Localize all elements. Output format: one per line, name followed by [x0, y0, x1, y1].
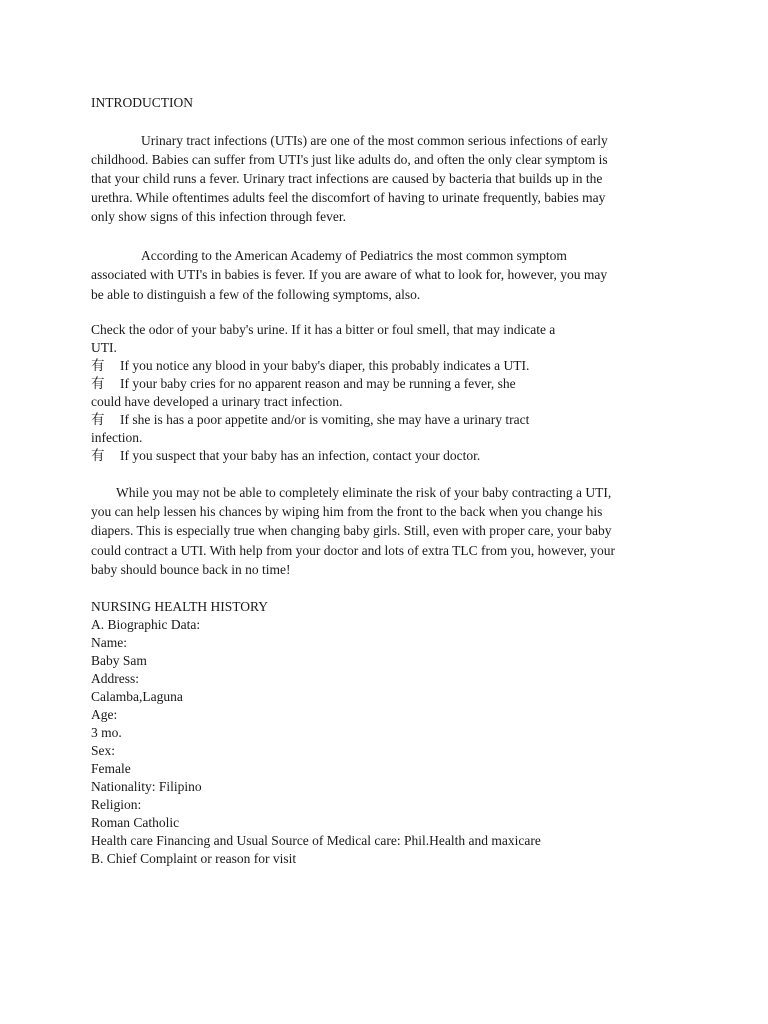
- name-label: Name:: [91, 635, 127, 650]
- sex-value: Female: [91, 761, 131, 776]
- check-odor-line-1: Check the odor of your baby's urine. If it has a bitter or foul smell, that may indicate a: [91, 322, 556, 337]
- bullet-item-2: [91, 375, 516, 393]
- bullet-item-3-continuation: infection.: [91, 430, 143, 445]
- bullet-glyph: 有: [91, 412, 105, 427]
- paragraph-1-line-1: Urinary tract infections (UTIs) are one of the most common serious infections of early: [141, 133, 608, 148]
- sex-label: Sex:: [91, 743, 116, 758]
- nationality-line: Nationality: Filipino: [91, 779, 202, 794]
- address-value: Calamba,Laguna: [91, 689, 183, 704]
- chief-complaint-label: B. Chief Complaint or reason for visit: [91, 851, 297, 866]
- paragraph-1-line-3: that your child runs a fever. Urinary tract infections are caused by bacteria that builds up in the: [91, 171, 603, 186]
- paragraph-1-line-5: only show signs of this infection through fever.: [91, 209, 346, 224]
- bullet-glyph: 有: [91, 448, 105, 463]
- bullet-glyph: 有: [91, 376, 105, 391]
- bullet-item-4-text: If you suspect that your baby has an infection, contact your doctor.: [120, 448, 481, 463]
- health-care-financing-line: Health care Financing and Usual Source of Medical care: Phil.Health and maxicare: [91, 833, 541, 848]
- name-value: Baby Sam: [91, 653, 147, 668]
- bullet-item-3-text: If she is has a poor appetite and/or is vomiting, she may have a urinary tract: [120, 412, 530, 427]
- bullet-item-3: [91, 411, 529, 429]
- paragraph-1-line-2: childhood. Babies can suffer from UTI's just like adults do, and often the only clear symptom is: [91, 152, 608, 167]
- heading-nursing-health-history: NURSING HEALTH HISTORY: [91, 599, 269, 614]
- bullet-item-1-text: If you notice any blood in your baby's diaper, this probably indicates a UTI.: [120, 358, 530, 373]
- paragraph-2-line-1: According to the American Academy of Pediatrics the most common symptom: [141, 248, 567, 263]
- religion-value: Roman Catholic: [91, 815, 180, 830]
- age-label: Age:: [91, 707, 118, 722]
- paragraph-3-line-3: diapers. This is especially true when changing baby girls. Still, even with proper care, your baby: [91, 523, 612, 538]
- paragraph-2-line-3: be able to distinguish a few of the following symptoms, also.: [91, 287, 421, 302]
- bullet-item-1: [91, 357, 529, 375]
- address-label: Address:: [91, 671, 139, 686]
- bullet-item-2-text: If your baby cries for no apparent reason and may be running a fever, she: [120, 376, 516, 391]
- paragraph-3-line-5: baby should bounce back in no time!: [91, 562, 291, 577]
- paragraph-3-line-1: While you may not be able to completely eliminate the risk of your baby contracting a UTI,: [116, 485, 612, 500]
- paragraph-2-line-2: associated with UTI's in babies is fever. If you are aware of what to look for, however, you may: [91, 267, 608, 282]
- religion-label: Religion:: [91, 797, 142, 812]
- paragraph-3-line-4: could contract a UTI. With help from your doctor and lots of extra TLC from you, however, your: [91, 543, 616, 558]
- biographic-data-label: A. Biographic Data:: [91, 617, 201, 632]
- age-value: 3 mo.: [91, 725, 122, 740]
- bullet-item-4: [91, 447, 480, 465]
- check-odor-line-2: UTI.: [91, 340, 117, 355]
- heading-introduction: INTRODUCTION: [91, 95, 193, 110]
- bullet-item-2-continuation: could have developed a urinary tract infection.: [91, 394, 343, 409]
- paragraph-3-line-2: you can help lessen his chances by wiping him from the front to the back when you change his: [91, 504, 603, 519]
- bullet-glyph: 有: [91, 358, 105, 373]
- paragraph-1-line-4: urethra. While oftentimes adults feel the discomfort of having to urinate frequently, babies may: [91, 190, 606, 205]
